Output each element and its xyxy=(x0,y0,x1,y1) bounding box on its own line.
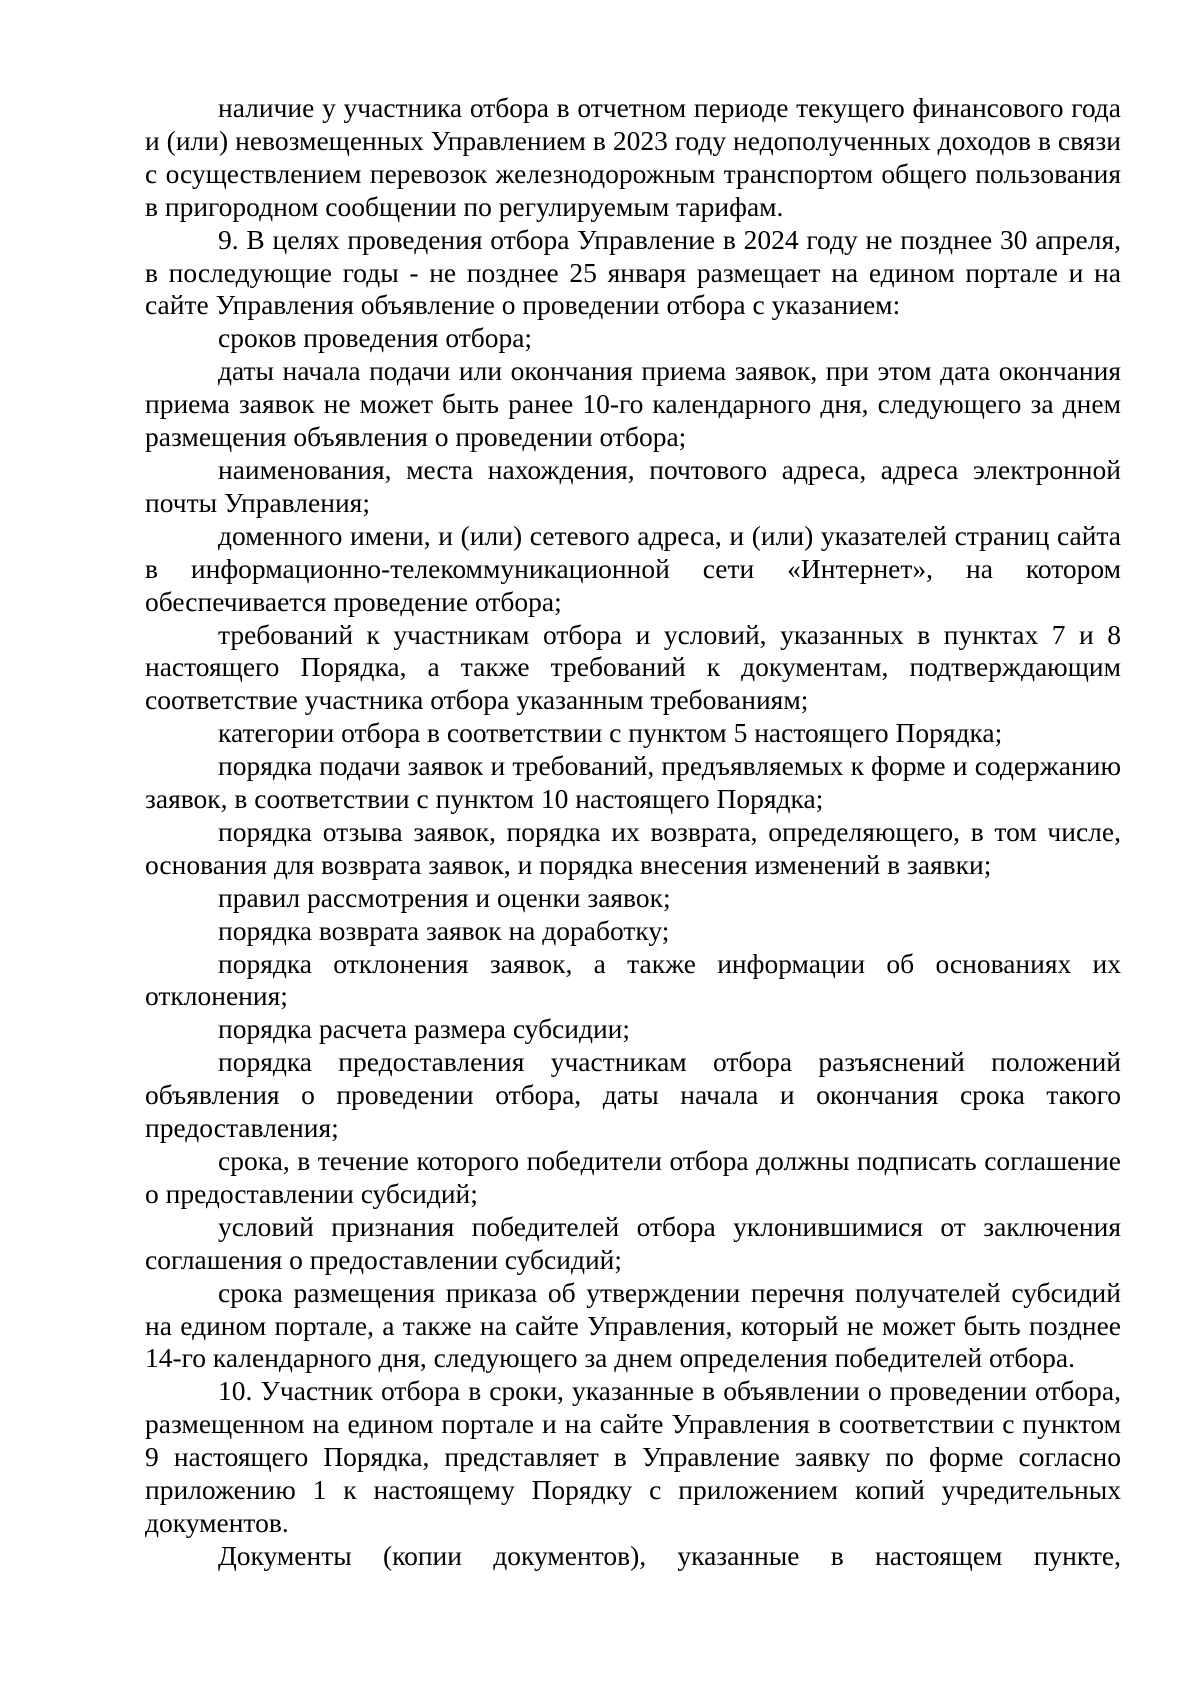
paragraph-review-rules: правил рассмотрения и оценки заявок; xyxy=(218,881,671,913)
paragraph-evasion-conditions: условий признания победителей отбора уклонившимися от заключения соглашения о предоставлении субсидий; xyxy=(145,1210,1121,1275)
paragraph-selection-category: категории отбора в соответствии с пунктом 5 настоящего Порядка; xyxy=(218,717,1003,749)
paragraph-subsidy-calculation: порядка расчета размера субсидии; xyxy=(218,1013,631,1045)
paragraph-item-10: 10. Участник отбора в сроки, указанные в объявлении о проведении отбора, размещенном на едином портале и на сайте Управления в соответствии с пунктом 9 настоящего Порядка, представляет в Управление заявку по форме согласно приложению 1 к настоящему Порядку с приложением копий учредительных документов. xyxy=(145,1375,1121,1538)
paragraph-rejection-procedure: порядка отклонения заявок, а также информации об основаниях их отклонения; xyxy=(145,947,1121,1012)
paragraph-item-9: 9. В целях проведения отбора Управление в 2024 году не позднее 30 апреля, в последующие годы - не позднее 25 января размещает на едином портале и на сайте Управления объявление о проведении отбора с указанием: xyxy=(145,223,1121,321)
paragraph-participant-requirements: требований к участникам отбора и условий, указанных в пунктах 7 и 8 настоящего Порядка, а также требований к документам, подтверждающим соответствие участника отбора указанным требованиям; xyxy=(145,618,1121,716)
paragraph-clarifications: порядка предоставления участникам отбора разъяснений положений объявления о проведении отбора, даты начала и окончания срока такого предоставления; xyxy=(145,1046,1121,1144)
paragraph-order-publication: срока размещения приказа об утверждении перечня получателей субсидий на едином портале, а также на сайте Управления, который не может быть позднее 14-го календарного дня, следующего за днем определения победителей отбора. xyxy=(145,1276,1121,1374)
document-page xyxy=(145,92,1121,1573)
paragraph-department-contacts: наименования, места нахождения, почтового адреса, адреса электронной почты Управления; xyxy=(145,453,1121,518)
paragraph-withdrawal-procedure: порядка отзыва заявок, порядка их возврата, определяющего, в том числе, основания для возврата заявок, и порядка внесения изменений в заявки; xyxy=(145,815,1121,880)
paragraph-selection-terms: сроков проведения отбора; xyxy=(218,322,533,354)
paragraph-return-for-revision: порядка возврата заявок на доработку; xyxy=(218,914,670,946)
paragraph-submission-procedure: порядка подачи заявок и требований, предъявляемых к форме и содержанию заявок, в соответствии с пунктом 10 настоящего Порядка; xyxy=(145,750,1121,815)
paragraph-application-dates: даты начала подачи или окончания приема заявок, при этом дата окончания приема заявок не может быть ранее 10-го календарного дня, следующего за днем размещения объявления о проведении отбора; xyxy=(145,355,1121,453)
paragraph-signing-deadline: срока, в течение которого победители отбора должны подписать соглашение о предоставлении субсидий; xyxy=(145,1145,1121,1209)
paragraph-documents-continued: Документы (копии документов), указанные в настоящем пункте, xyxy=(218,1539,1121,1571)
paragraph-income-condition: наличие у участника отбора в отчетном периоде текущего финансового года и (или) невозмещенных Управлением в 2023 году недополученных доходов в связи с осуществлением перевозок железнодорожным транспортом общего пользования в пригородном сообщении по регулируемым тарифам. xyxy=(145,92,1121,222)
paragraph-domain-name: доменного имени, и (или) сетевого адреса, и (или) указателей страниц сайта в информационно-телекоммуникационной сети «Интернет», на котором обеспечивается проведение отбора; xyxy=(145,519,1121,617)
